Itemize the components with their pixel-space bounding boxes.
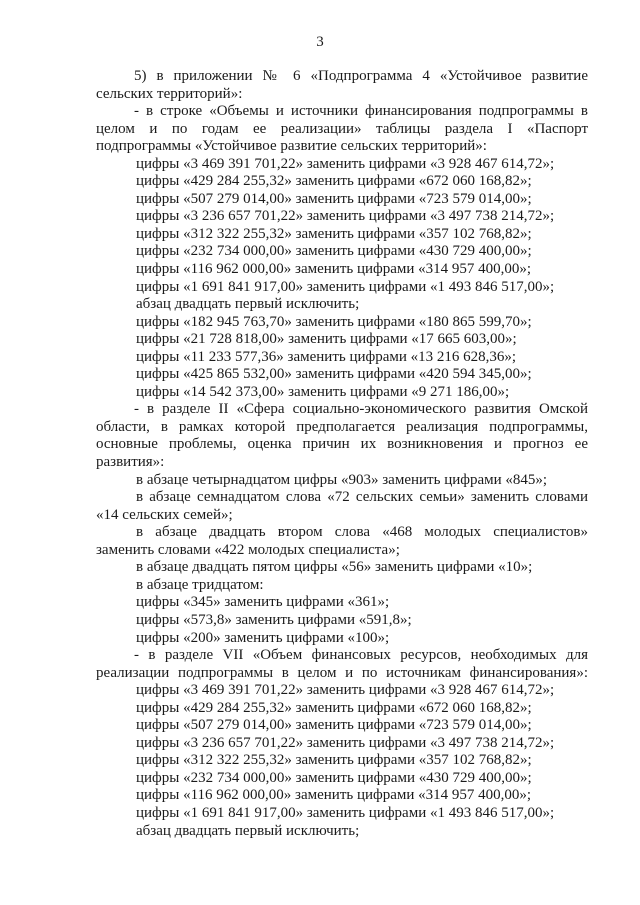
text-line: цифры «3 236 657 701,22» заменить цифрами «3 497 738 214,72»; [136,208,555,225]
text-line: реализации подпрограммы в целом и по источникам финансирования»: [96,664,588,681]
text-line: цифры «312 322 255,32» заменить цифрами «357 102 768,82»; [136,752,532,769]
text-line: цифры «429 284 255,32» заменить цифрами «672 060 168,82»; [136,699,532,716]
text-line: основные проблемы, оценка причин их возникновения и прогноз ее [96,436,588,453]
document-body [96,68,588,840]
text-line: заменить словами «422 молодых специалиста»; [96,541,400,558]
text-line: цифры «3 469 391 701,22» заменить цифрами «3 928 467 614,72»; [136,155,555,172]
text-line: цифры «312 322 255,32» заменить цифрами «357 102 768,82»; [136,225,532,242]
text-line: абзац двадцать первый исключить; [136,296,360,313]
text-line: - в разделе II «Сфера социально-экономического развития Омской [134,401,588,418]
text-line: - в строке «Объемы и источники финансирования подпрограммы в [134,103,588,120]
text-line: цифры «507 279 014,00» заменить цифрами «723 579 014,00»; [136,717,532,734]
text-line: цифры «345» заменить цифрами «361»; [136,594,390,611]
text-line: цифры «507 279 014,00» заменить цифрами «723 579 014,00»; [136,190,532,207]
text-line: в абзаце двадцать пятом цифры «56» заменить цифрами «10»; [136,559,533,576]
text-line: цифры «232 734 000,00» заменить цифрами «430 729 400,00»; [136,769,532,786]
text-line: цифры «182 945 763,70» заменить цифрами «180 865 599,70»; [136,313,532,330]
text-line: целом и по годам ее реализации» таблицы раздела I «Паспорт [96,120,588,137]
text-line: цифры «429 284 255,32» заменить цифрами «672 060 168,82»; [136,173,532,190]
text-line: цифры «232 734 000,00» заменить цифрами «430 729 400,00»; [136,243,532,260]
text-line: в абзаце тридцатом: [136,576,264,593]
text-line: цифры «3 236 657 701,22» заменить цифрами «3 497 738 214,72»; [136,734,555,751]
text-line: цифры «1 691 841 917,00» заменить цифрами «1 493 846 517,00»; [136,278,555,295]
text-line: цифры «200» заменить цифрами «100»; [136,629,390,646]
text-line: цифры «116 962 000,00» заменить цифрами «314 957 400,00»; [136,261,532,278]
text-line: цифры «1 691 841 917,00» заменить цифрами «1 493 846 517,00»; [136,804,555,821]
text-line: в абзаце четырнадцатом цифры «903» заменить цифрами «845»; [136,471,548,488]
text-line: 5) в приложении № 6 «Подпрограмма 4 «Устойчивое развитие [134,68,588,84]
text-line: цифры «573,8» заменить цифрами «591,8»; [136,611,412,628]
text-line: цифры «14 542 373,00» заменить цифрами «9 271 186,00»; [136,383,510,400]
text-line: области, в рамках которой предполагается реализация подпрограммы, [96,418,588,435]
page-number: 3 [316,34,324,50]
text-line: в абзаце семнадцатом слова «72 сельских семьи» заменить словами [136,489,588,506]
text-line: сельских территорий»: [96,85,243,102]
text-line: подпрограммы «Устойчивое развитие сельских территорий»: [96,138,487,155]
text-line: цифры «116 962 000,00» заменить цифрами «314 957 400,00»; [136,787,532,804]
text-line: цифры «11 233 577,36» заменить цифрами «13 216 628,36»; [136,348,517,365]
text-line: цифры «21 728 818,00» заменить цифрами «17 665 603,00»; [136,331,517,348]
text-line: - в разделе VII «Объем финансовых ресурсов, необходимых для [134,647,588,664]
text-line: «14 сельских семей»; [96,506,233,523]
text-line: развития»: [96,454,165,471]
text-line: цифры «3 469 391 701,22» заменить цифрами «3 928 467 614,72»; [136,682,555,699]
text-line: цифры «425 865 532,00» заменить цифрами «420 594 345,00»; [136,366,532,383]
text-line: в абзаце двадцать втором слова «468 молодых специалистов» [136,524,588,541]
text-line: абзац двадцать первый исключить; [136,822,360,839]
